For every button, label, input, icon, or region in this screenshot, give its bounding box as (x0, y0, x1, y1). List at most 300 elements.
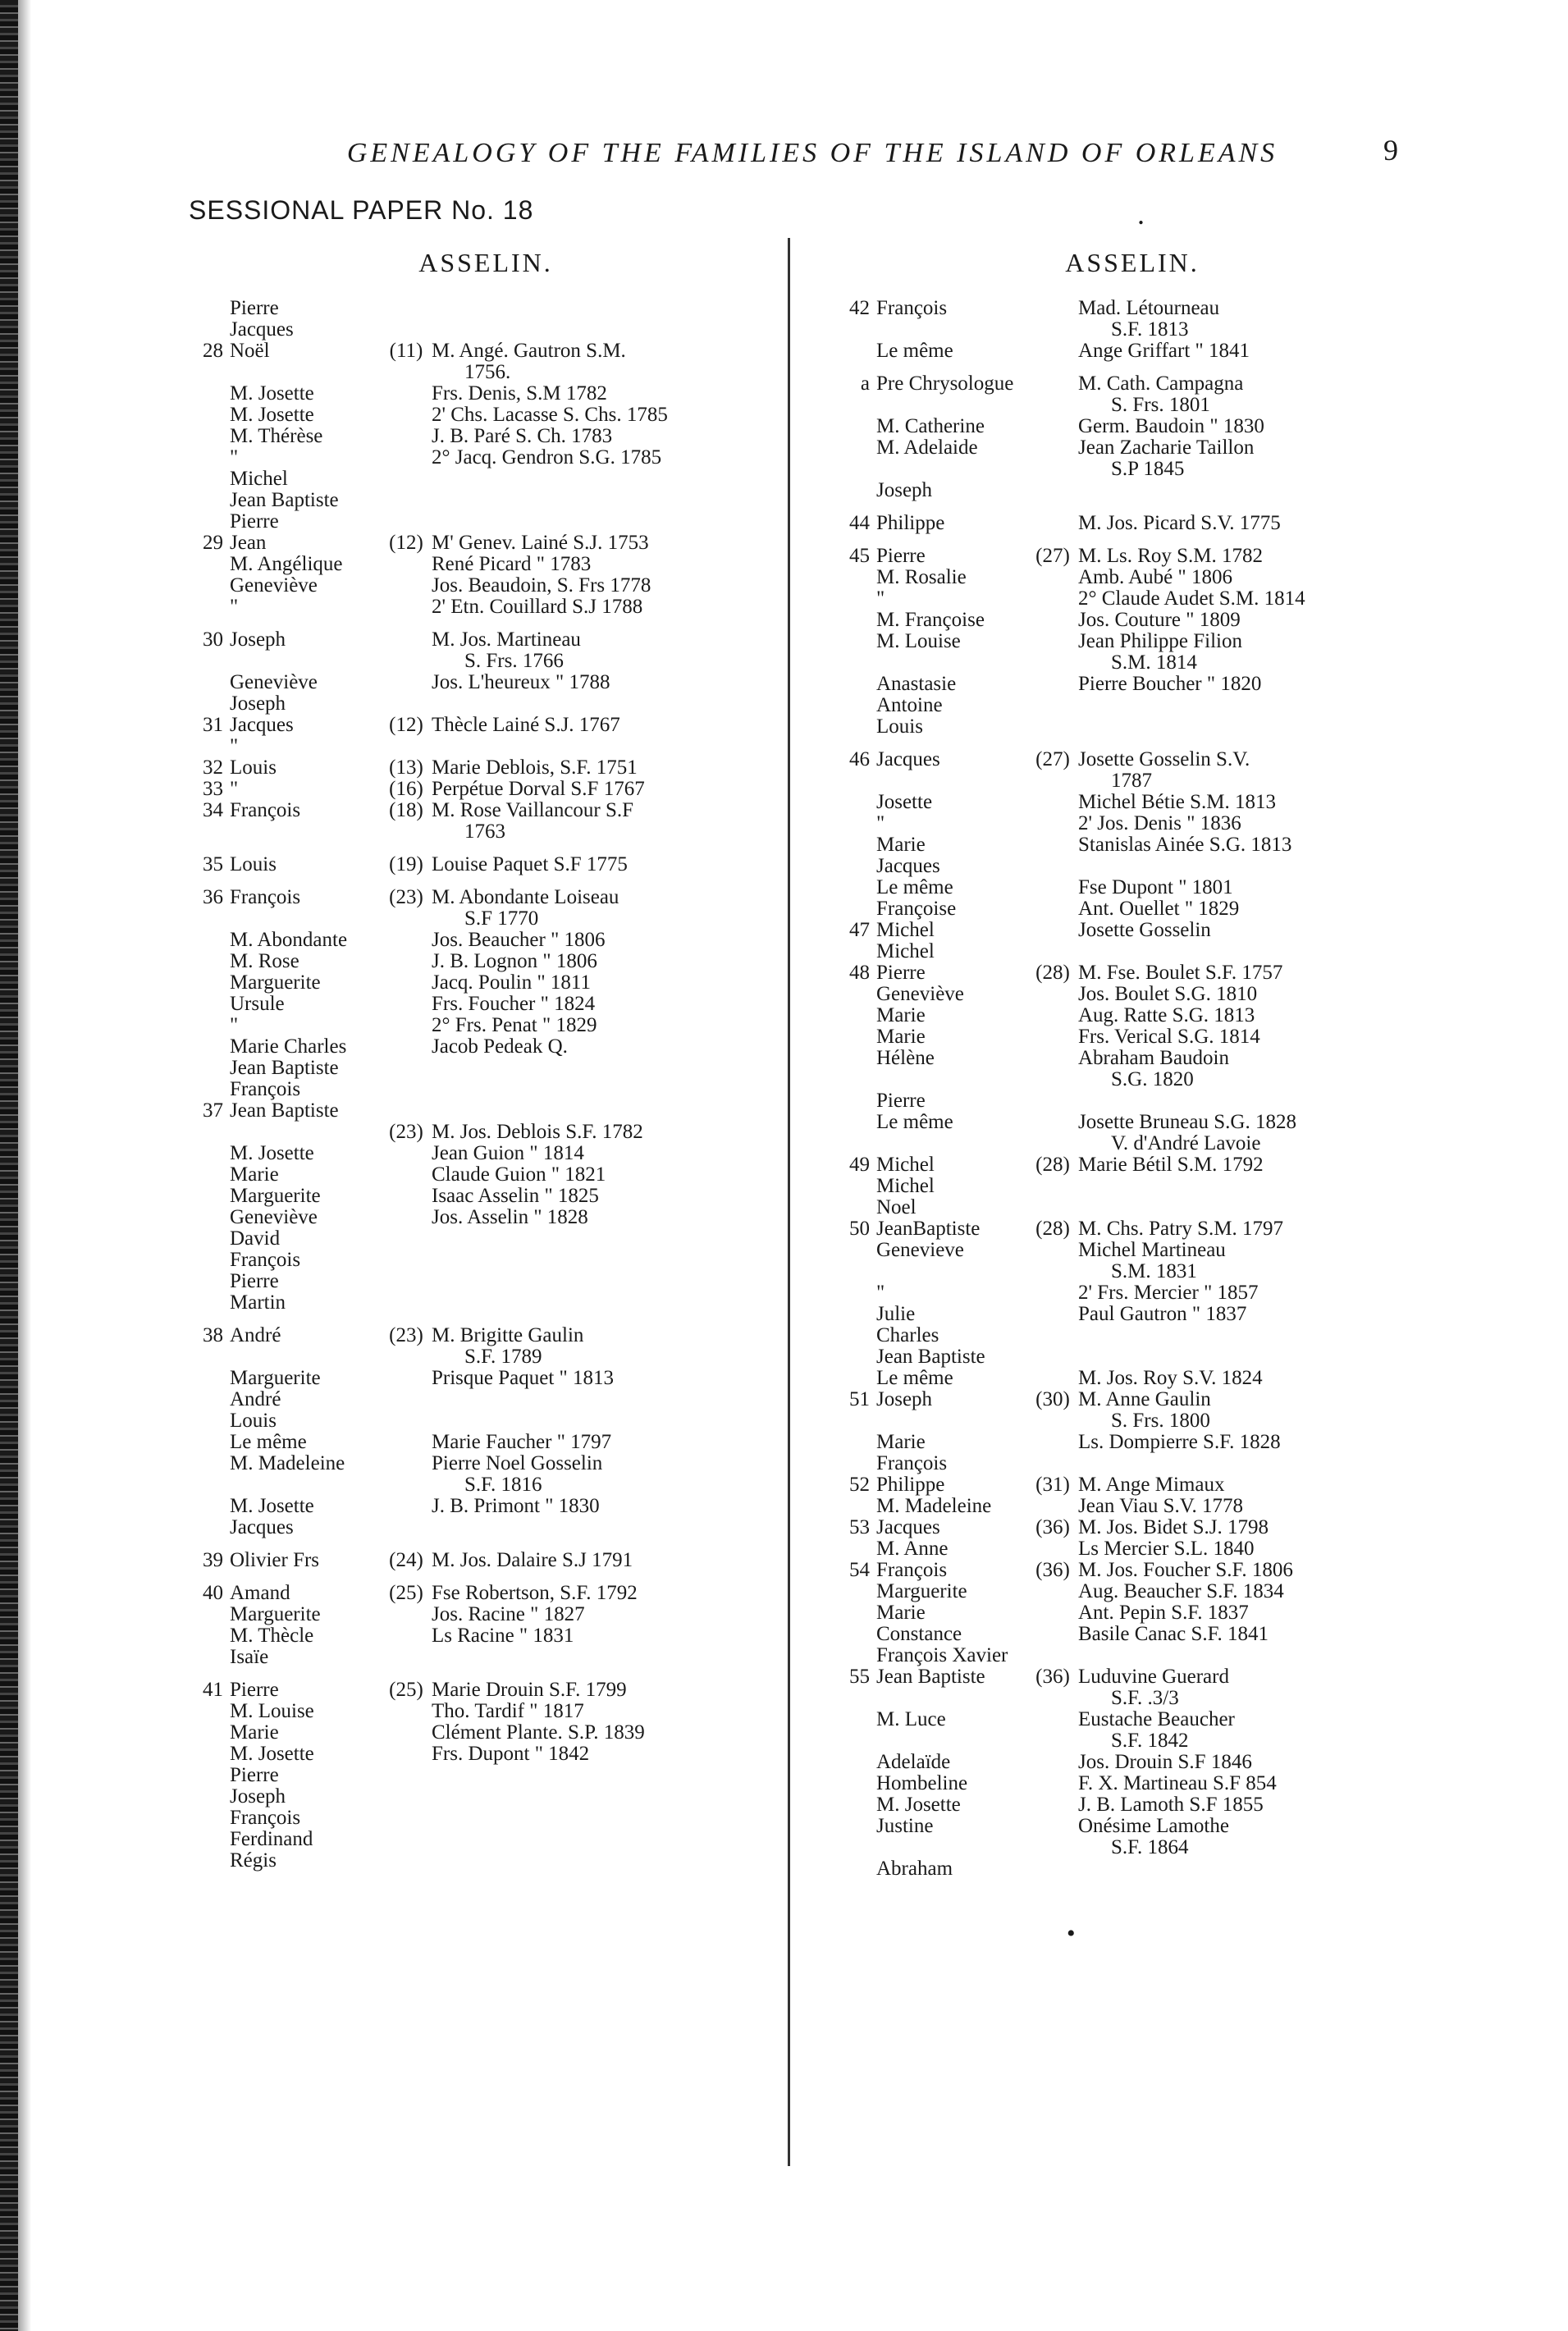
entry-row (837, 1538, 1428, 1560)
entry-spouse-continued: S.G. 1820 (1111, 1068, 1194, 1090)
entry-name: Françoise (876, 898, 957, 920)
entry-number: 36 (203, 886, 223, 908)
entry-reference (1027, 1090, 1078, 1112)
entry-number (837, 480, 876, 501)
entry-spouse: F. X. Martineau S.F 854 (1078, 1773, 1277, 1794)
entry-row (837, 1752, 1428, 1773)
entry-number (837, 1005, 876, 1026)
entry-reference (1027, 877, 1078, 898)
entry-number (837, 695, 876, 716)
entry-reference (1027, 588, 1078, 610)
entry-name: M. Josette (230, 1744, 314, 1765)
entry-number (837, 631, 876, 652)
entry-reference (381, 1647, 432, 1668)
entry-number (837, 1048, 876, 1069)
entry-spouse (432, 1410, 737, 1432)
entry-spouse (432, 511, 737, 532)
entry-spouse: Josette Gosselin (1078, 920, 1211, 941)
genealogy-entry (837, 1389, 1428, 1432)
entry-number (190, 1829, 230, 1850)
entry-row (190, 341, 781, 362)
genealogy-entry (837, 1048, 1428, 1090)
entry-row (190, 757, 781, 779)
entry-spouse: Louise Paquet S.F 1775 (432, 854, 628, 875)
entry-row (190, 1143, 781, 1164)
entry-reference (381, 1765, 432, 1786)
entry-name: Abraham (876, 1858, 953, 1880)
entry-number (837, 941, 876, 962)
entry-name: Ursule (230, 994, 285, 1015)
genealogy-entry (190, 511, 781, 532)
entry-name: Le même (876, 1112, 953, 1133)
entry-name: M. Angélique (230, 554, 343, 575)
entry-reference (381, 404, 432, 426)
genealogy-entry (190, 1079, 781, 1100)
genealogy-entry (190, 575, 781, 596)
entry-reference (1027, 480, 1078, 501)
entry-row (837, 1240, 1428, 1261)
entry-name: Marie Charles (230, 1036, 347, 1058)
genealogy-entry (837, 1090, 1428, 1112)
entry-spouse: Jos. Drouin S.F 1846 (1078, 1752, 1252, 1773)
entry-spouse (432, 1228, 737, 1250)
entry-reference (1027, 1368, 1078, 1389)
entry-spouse-continued: S.F. 1816 (464, 1474, 542, 1496)
entry-row (837, 1197, 1428, 1218)
genealogy-entry (190, 1517, 781, 1538)
entry-spouse: Jos. Racine " 1827 (432, 1604, 585, 1625)
entry-number (190, 447, 230, 468)
entry-reference (381, 1186, 432, 1207)
genealogy-entry (190, 1786, 781, 1808)
entry-reference (1027, 416, 1078, 437)
center-dot-mark: . (1137, 198, 1145, 231)
entry-name: " (876, 588, 885, 610)
entry-name: Hélène (876, 1048, 935, 1069)
entry-row (837, 920, 1428, 941)
entry-name: Jean Baptiste (876, 1666, 985, 1688)
entry-name: " (876, 813, 885, 834)
entry-number: 51 (849, 1388, 870, 1410)
genealogy-entry (190, 1325, 781, 1368)
entry-number (190, 1744, 230, 1765)
genealogy-entry (837, 1645, 1428, 1666)
entry-row (837, 749, 1428, 770)
entry-reference (1027, 373, 1078, 395)
entry-name: Joseph (876, 480, 933, 501)
genealogy-entry (190, 779, 781, 800)
entry-row (190, 404, 781, 426)
entry-reference: (31) (1035, 1474, 1070, 1496)
entry-name: " (230, 779, 239, 800)
entry-reference (1027, 567, 1078, 588)
entry-reference (381, 693, 432, 715)
genealogy-entry (190, 1368, 781, 1389)
entry-spouse: 2' Chs. Lacasse S. Chs. 1785 (432, 404, 668, 426)
genealogy-entry (837, 1816, 1428, 1858)
entry-name: Pierre (230, 298, 279, 319)
entry-name: Adelaïde (876, 1752, 951, 1773)
entry-number: 47 (849, 919, 870, 941)
entry-row (837, 1496, 1428, 1517)
entry-name: Louis (230, 1410, 277, 1432)
entry-spouse: J. B. Lamoth S.F 1855 (1078, 1794, 1264, 1816)
entry-spouse: M. Jos. Deblois S.F. 1782 (432, 1122, 643, 1143)
entry-spouse: Mad. Létourneau (1078, 298, 1220, 319)
entry-reference (381, 1432, 432, 1453)
entry-reference (1027, 1858, 1078, 1880)
entry-row (190, 1325, 781, 1346)
entry-name: M. Madeleine (230, 1453, 345, 1474)
genealogy-entry (190, 887, 781, 930)
entry-reference (1027, 920, 1078, 941)
entry-name: Marguerite (876, 1581, 967, 1602)
genealogy-entry (190, 468, 781, 490)
entry-spouse: Onésime Lamothe (1078, 1816, 1229, 1837)
entry-spouse: J. B. Primont " 1830 (432, 1496, 600, 1517)
left-entries (190, 298, 781, 1872)
entry-name: Louis (230, 757, 277, 779)
genealogy-entry (837, 1197, 1428, 1218)
genealogy-entry (190, 404, 781, 426)
entry-spouse: Ls. Dompierre S.F. 1828 (1078, 1432, 1281, 1453)
genealogy-entry (837, 716, 1428, 738)
entry-spouse: Prisque Paquet " 1813 (432, 1368, 614, 1389)
genealogy-entry (837, 749, 1428, 792)
entry-name: Pre Chrysologue (876, 373, 1014, 395)
entry-row (190, 693, 781, 715)
entry-spouse (432, 736, 737, 757)
entry-number: 45 (849, 545, 870, 567)
genealogy-entry (190, 972, 781, 994)
entry-reference (1027, 513, 1078, 534)
entry-spouse: 2° Jacq. Gendron S.G. 1785 (432, 447, 662, 468)
genealogy-entry (190, 1143, 781, 1164)
entry-row (837, 1432, 1428, 1453)
entry-reference: (23) (389, 1121, 423, 1143)
entry-number (837, 437, 876, 459)
entry-row (190, 532, 781, 554)
genealogy-entry (837, 1304, 1428, 1325)
entry-number (190, 736, 230, 757)
entry-spouse: Amb. Aubé " 1806 (1078, 567, 1232, 588)
genealogy-entry (837, 1581, 1428, 1602)
entry-number: 52 (849, 1474, 870, 1496)
entry-spouse: Fse Dupont " 1801 (1078, 877, 1233, 898)
entry-spouse: M. Ls. Roy S.M. 1782 (1078, 546, 1264, 567)
genealogy-entry (190, 1271, 781, 1292)
entry-number (190, 1122, 230, 1143)
entry-name: Ferdinand (230, 1829, 313, 1850)
entry-name: Jacques (876, 856, 940, 877)
genealogy-entry (837, 1325, 1428, 1346)
entry-spouse: Thècle Lainé S.J. 1767 (432, 715, 620, 736)
entry-reference (381, 1808, 432, 1829)
entry-number (837, 792, 876, 813)
entry-row (190, 1122, 781, 1143)
entry-spouse: Claude Guion " 1821 (432, 1164, 606, 1186)
genealogy-entry (190, 715, 781, 736)
genealogy-entry (837, 674, 1428, 695)
entry-spouse-continued: S.F. 1842 (1111, 1730, 1189, 1752)
entry-reference (381, 447, 432, 468)
entry-number: 29 (203, 532, 223, 554)
entry-row (190, 1250, 781, 1271)
entry-name: Hombeline (876, 1773, 968, 1794)
entry-number (837, 610, 876, 631)
entry-name: François (230, 887, 301, 908)
entry-number (190, 298, 230, 319)
entry-reference (381, 1410, 432, 1432)
entry-spouse (432, 468, 737, 490)
entry-spouse (432, 1250, 737, 1271)
genealogy-entry (190, 1625, 781, 1647)
entry-number (190, 1164, 230, 1186)
entry-spouse-continued: S.F. 1789 (464, 1346, 542, 1368)
entry-spouse: Abraham Baudoin (1078, 1048, 1229, 1069)
entry-spouse-continued: S.F. 1864 (1111, 1836, 1189, 1858)
entry-name: Charles (876, 1325, 939, 1346)
entry-row (190, 1550, 781, 1571)
entry-name: M. Rosalie (876, 567, 967, 588)
entry-spouse: J. B. Paré S. Ch. 1783 (432, 426, 613, 447)
entry-number (190, 490, 230, 511)
entry-name: Le même (876, 341, 953, 362)
entry-spouse: Germ. Baudoin " 1830 (1078, 416, 1264, 437)
entry-row (837, 1304, 1428, 1325)
entry-name: Julie (876, 1304, 916, 1325)
entry-reference (1027, 1752, 1078, 1773)
entry-reference (1027, 610, 1078, 631)
entry-reference (1027, 1026, 1078, 1048)
genealogy-entry (837, 1112, 1428, 1154)
genealogy-entry (190, 1122, 781, 1143)
entry-row (190, 1186, 781, 1207)
entry-number (190, 951, 230, 972)
entry-spouse-continued: 1787 (1111, 770, 1152, 792)
genealogy-entry (190, 1432, 781, 1453)
genealogy-entry (837, 920, 1428, 941)
entry-reference (1027, 813, 1078, 834)
entry-row (837, 1602, 1428, 1624)
entry-spouse: Jos. Beaucher " 1806 (432, 930, 606, 951)
entry-name: Michel (876, 1176, 935, 1197)
genealogy-entry (190, 1453, 781, 1496)
entry-number (837, 1538, 876, 1560)
entry-reference: (30) (1035, 1388, 1070, 1410)
genealogy-entry (190, 1207, 781, 1228)
entry-name: Jean Baptiste (230, 490, 339, 511)
entry-name: Marie (876, 834, 926, 856)
entry-name: André (230, 1325, 281, 1346)
entry-spouse: Ant. Pepin S.F. 1837 (1078, 1602, 1249, 1624)
entry-number (837, 813, 876, 834)
entry-reference (1027, 1432, 1078, 1453)
genealogy-entry (837, 298, 1428, 341)
entry-row (190, 1850, 781, 1872)
entry-number (190, 468, 230, 490)
entry-number (190, 1389, 230, 1410)
entry-reference (381, 1496, 432, 1517)
entry-number (190, 1517, 230, 1538)
left-column-heading: ASSELIN. (418, 248, 553, 277)
entry-name: François (876, 1453, 948, 1474)
entry-spouse: J. B. Lognon " 1806 (432, 951, 597, 972)
entry-name: Le même (230, 1432, 307, 1453)
entry-name: Philippe (876, 513, 945, 534)
entry-spouse-continued: S.F. 1813 (1111, 318, 1189, 341)
entry-reference: (16) (389, 778, 423, 800)
entry-name: Constance (876, 1624, 962, 1645)
entry-reference (381, 1701, 432, 1722)
entry-name: Jacques (876, 1517, 940, 1538)
entry-spouse (1078, 1176, 1383, 1197)
entry-spouse: Perpétue Dorval S.F 1767 (432, 779, 645, 800)
entry-reference: (28) (1035, 1218, 1070, 1240)
entry-number (190, 1808, 230, 1829)
entry-name: Pierre (230, 1765, 279, 1786)
entry-spouse (432, 1100, 737, 1122)
entry-name: Marguerite (230, 1604, 321, 1625)
right-entries (837, 298, 1428, 1880)
entry-row (837, 716, 1428, 738)
entry-reference: (18) (389, 799, 423, 821)
entry-spouse: Marie Deblois, S.F. 1751 (432, 757, 638, 779)
entry-reference: (13) (389, 756, 423, 779)
entry-spouse (432, 1517, 737, 1538)
entry-number (837, 1624, 876, 1645)
entry-row (190, 447, 781, 468)
entry-row (837, 1816, 1428, 1837)
entry-name: Le même (876, 1368, 953, 1389)
entry-spouse: Clément Plante. S.P. 1839 (432, 1722, 645, 1744)
entry-number (190, 1701, 230, 1722)
entry-reference: (23) (389, 886, 423, 908)
entry-row (190, 1722, 781, 1744)
entry-reference (1027, 437, 1078, 459)
entry-spouse: Ant. Ouellet " 1829 (1078, 898, 1240, 920)
entry-name: " (230, 1015, 239, 1036)
entry-name: Le même (876, 877, 953, 898)
entry-reference (381, 951, 432, 972)
entry-spouse: Michel Bétie S.M. 1813 (1078, 792, 1276, 813)
genealogy-entry (190, 447, 781, 468)
entry-number (837, 1240, 876, 1261)
entry-spouse (432, 1389, 737, 1410)
entry-number (190, 930, 230, 951)
entry-name: Joseph (230, 693, 286, 715)
entry-row (837, 631, 1428, 652)
genealogy-entry (190, 341, 781, 383)
entry-name: François Xavier (876, 1645, 1008, 1666)
entry-name: Marie (876, 1602, 926, 1624)
genealogy-entry (837, 695, 1428, 716)
entry-spouse: Jos. L'heureux " 1788 (432, 672, 610, 693)
genealogy-entry (190, 554, 781, 575)
entry-row (190, 1680, 781, 1701)
entry-spouse (1078, 1197, 1383, 1218)
entry-number: 46 (849, 748, 870, 770)
page-number: 9 (1383, 134, 1398, 167)
entry-reference (1027, 984, 1078, 1005)
entry-row (190, 779, 781, 800)
entry-reference (381, 1271, 432, 1292)
entry-spouse: Marie Faucher " 1797 (432, 1432, 612, 1453)
entry-number (837, 1176, 876, 1197)
genealogy-entry (837, 834, 1428, 856)
entry-reference (381, 1164, 432, 1186)
entry-row (837, 1645, 1428, 1666)
entry-name: " (876, 1282, 885, 1304)
entry-spouse: Ls Mercier S.L. 1840 (1078, 1538, 1255, 1560)
entry-spouse (1078, 1645, 1383, 1666)
entry-number: 50 (849, 1218, 870, 1240)
entry-spouse (1078, 695, 1383, 716)
entry-name: Jacques (230, 1517, 294, 1538)
entry-name: " (230, 736, 239, 757)
entry-spouse: M. Angé. Gautron S.M. (432, 341, 626, 362)
entry-spouse (432, 1292, 737, 1314)
entry-spouse: Frs. Denis, S.M 1782 (432, 383, 607, 404)
genealogy-entry (190, 596, 781, 618)
entry-number (837, 1773, 876, 1794)
entry-spouse (1078, 1858, 1383, 1880)
entry-spouse-continued: S. Frs. 1800 (1111, 1410, 1210, 1432)
entry-row (190, 511, 781, 532)
genealogy-entry (190, 1808, 781, 1829)
entry-row (190, 575, 781, 596)
entry-reference (381, 629, 432, 651)
genealogy-entry (190, 1250, 781, 1271)
entry-row (837, 834, 1428, 856)
entry-number (190, 1722, 230, 1744)
entry-name: François (230, 1250, 301, 1271)
entry-name: Martin (230, 1292, 286, 1314)
genealogy-entry (190, 1765, 781, 1786)
entry-row (190, 1765, 781, 1786)
entry-spouse-continued: V. d'André Lavoie (1111, 1132, 1261, 1154)
entry-name: Isaïe (230, 1647, 269, 1668)
entry-spouse: M. Jos. Bidet S.J. 1798 (1078, 1517, 1269, 1538)
entry-number (837, 1709, 876, 1730)
genealogy-entry (837, 1517, 1428, 1538)
entry-spouse (1078, 716, 1383, 738)
entry-row (837, 1154, 1428, 1176)
entry-name: Marie (876, 1026, 926, 1048)
entry-name: Marie (230, 1722, 279, 1744)
entry-reference: (36) (1035, 1666, 1070, 1688)
entry-reference (1027, 834, 1078, 856)
entry-spouse-continued: S.P 1845 (1111, 458, 1185, 480)
entry-name: Marguerite (230, 972, 321, 994)
entry-row (190, 1207, 781, 1228)
entry-spouse: Eustache Beaucher (1078, 1709, 1235, 1730)
genealogy-entry (837, 1624, 1428, 1645)
entry-name: Joseph (230, 629, 286, 651)
entry-number (837, 716, 876, 738)
entry-number (837, 416, 876, 437)
entry-number (190, 1453, 230, 1474)
entry-row (837, 1666, 1428, 1688)
entry-spouse (432, 1647, 737, 1668)
entry-reference (1027, 792, 1078, 813)
entry-reference (1027, 341, 1078, 362)
entry-reference (1027, 1346, 1078, 1368)
entry-reference: (28) (1035, 1154, 1070, 1176)
entry-name: M. Anne (876, 1538, 949, 1560)
entry-reference: (12) (389, 532, 423, 554)
entry-number (190, 1250, 230, 1271)
